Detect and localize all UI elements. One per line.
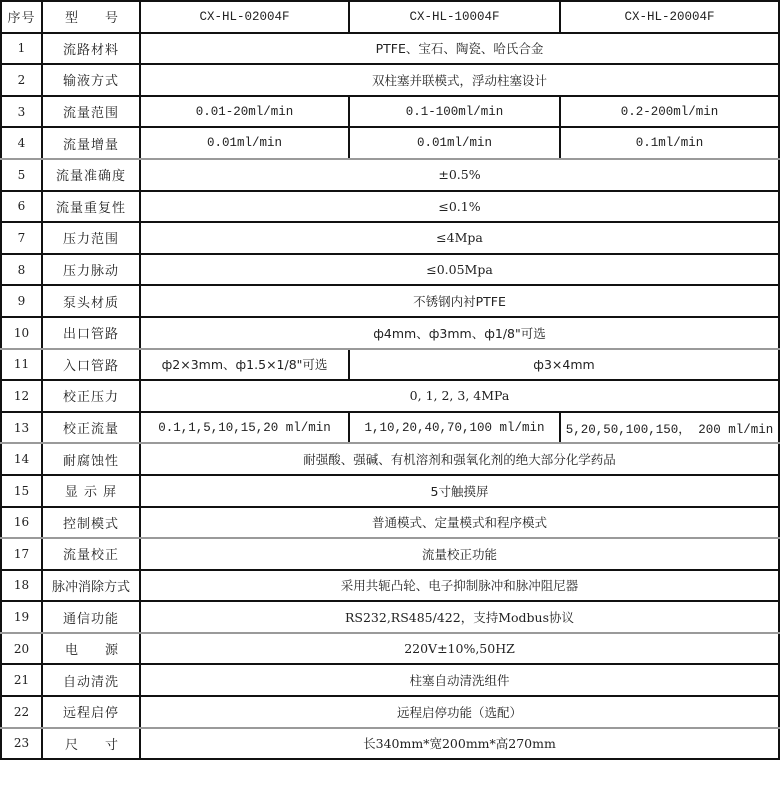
row-label-part: 电	[65, 643, 80, 659]
row-label: 耐腐蚀性	[42, 443, 140, 475]
row-number: 8	[1, 254, 42, 286]
table-row	[1, 696, 779, 728]
table-row	[1, 443, 779, 475]
row-number: 21	[1, 664, 42, 696]
row-value: 柱塞自动清洗组件	[140, 664, 779, 696]
row-label	[42, 633, 140, 665]
table-row	[1, 570, 779, 602]
row-value: ≤4Mpa	[140, 222, 779, 254]
row-label: 入口管路	[42, 349, 140, 381]
table-row	[1, 507, 779, 539]
row-number: 3	[1, 96, 42, 128]
row-label: 脉冲消除方式	[42, 570, 140, 602]
row-label: 流量准确度	[42, 159, 140, 191]
row-value-model-2: 0.1-100ml/min	[349, 96, 560, 128]
row-number: 5	[1, 159, 42, 191]
row-label: 压力范围	[42, 222, 140, 254]
row-value: 长340mm*宽200mm*高270mm	[140, 728, 779, 760]
table-row	[1, 317, 779, 349]
row-number: 22	[1, 696, 42, 728]
row-number: 13	[1, 412, 42, 444]
row-label-part: 寸	[104, 737, 119, 753]
row-value: 普通模式、定量模式和程序模式	[140, 507, 779, 539]
row-value: ≤0.05Mpa	[140, 254, 779, 286]
table-row	[1, 33, 779, 65]
row-value: 220V±10%,50HZ	[140, 633, 779, 665]
row-number: 16	[1, 507, 42, 539]
row-number: 6	[1, 191, 42, 223]
table-row	[1, 254, 779, 286]
row-label	[42, 728, 140, 760]
row-number: 14	[1, 443, 42, 475]
row-number: 23	[1, 728, 42, 760]
table-row	[1, 601, 779, 633]
row-value: ±0.5%	[140, 159, 779, 191]
row-label: 控制模式	[42, 507, 140, 539]
row-value: 双柱塞并联模式，浮动柱塞设计	[140, 64, 779, 96]
row-value-model-2: 0.01ml/min	[349, 127, 560, 159]
table-row	[1, 191, 779, 223]
row-value: ≤0.1%	[140, 191, 779, 223]
header-model-2: CX-HL-10004F	[349, 1, 560, 33]
header-model-label-part: 型	[65, 11, 80, 27]
table-row	[1, 159, 779, 191]
row-value: RS232,RS485/422，支持Modbus协议	[140, 601, 779, 633]
row-number: 17	[1, 538, 42, 570]
row-value: 耐强酸、强碱、有机溶剂和强氧化剂的绝大部分化学药品	[140, 443, 779, 475]
row-label: 流路材料	[42, 33, 140, 65]
row-value-model-1: 0.01ml/min	[140, 127, 349, 159]
table-row	[1, 412, 779, 444]
row-value-model-2: 1,10,20,40,70,100 ml/min	[349, 412, 560, 444]
row-number: 9	[1, 285, 42, 317]
row-number: 15	[1, 475, 42, 507]
row-value-model-1: 0.01-20ml/min	[140, 96, 349, 128]
row-value-model-3: 0.2-200ml/min	[560, 96, 779, 128]
row-value: 0, 1, 2, 3, 4MPa	[140, 380, 779, 412]
row-value: 远程启停功能（选配）	[140, 696, 779, 728]
table-row	[1, 475, 779, 507]
table-row	[1, 349, 779, 381]
table-row	[1, 664, 779, 696]
header-model-label-part: 号	[104, 11, 119, 27]
table-row	[1, 96, 779, 128]
row-label: 泵头材质	[42, 285, 140, 317]
row-number: 10	[1, 317, 42, 349]
row-number: 4	[1, 127, 42, 159]
row-number: 20	[1, 633, 42, 665]
row-label: 输液方式	[42, 64, 140, 96]
row-number: 18	[1, 570, 42, 602]
table-row	[1, 64, 779, 96]
header-row	[1, 1, 779, 33]
row-value-model-3: 0.1ml/min	[560, 127, 779, 159]
row-number: 2	[1, 64, 42, 96]
row-label: 显 示 屏	[42, 475, 140, 507]
row-label: 流量范围	[42, 96, 140, 128]
row-label: 压力脉动	[42, 254, 140, 286]
row-value: 不锈钢内衬PTFE	[140, 285, 779, 317]
row-number: 1	[1, 33, 42, 65]
row-label: 流量校正	[42, 538, 140, 570]
row-value-model-3: 5,20,50,100,150， 200 ml/min	[560, 412, 779, 444]
row-label: 校正流量	[42, 412, 140, 444]
row-value: 流量校正功能	[140, 538, 779, 570]
row-label: 出口管路	[42, 317, 140, 349]
table-row	[1, 222, 779, 254]
row-number: 11	[1, 349, 42, 381]
row-number: 12	[1, 380, 42, 412]
row-value: PTFE、宝石、陶瓷、哈氏合金	[140, 33, 779, 65]
table-row	[1, 127, 779, 159]
header-model-1: CX-HL-02004F	[140, 1, 349, 33]
header-index: 序号	[1, 1, 42, 33]
row-label: 流量增量	[42, 127, 140, 159]
header-model-label	[42, 1, 140, 33]
row-label-part: 源	[104, 643, 119, 659]
row-label: 远程启停	[42, 696, 140, 728]
row-label-part: 尺	[65, 737, 80, 753]
row-value: ф4mm、ф3mm、ф1/8"可选	[140, 317, 779, 349]
row-value-model-1: ф2×3mm、ф1.5×1/8"可选	[140, 349, 349, 381]
row-number: 7	[1, 222, 42, 254]
row-label: 校正压力	[42, 380, 140, 412]
table-row	[1, 633, 779, 665]
row-value: 采用共轭凸轮、电子抑制脉冲和脉冲阻尼器	[140, 570, 779, 602]
row-value: 5寸触摸屏	[140, 475, 779, 507]
table-row	[1, 380, 779, 412]
row-label: 自动清洗	[42, 664, 140, 696]
header-model-3: CX-HL-20004F	[560, 1, 779, 33]
row-value-model-2-3: ф3×4mm	[349, 349, 779, 381]
row-label: 通信功能	[42, 601, 140, 633]
row-label: 流量重复性	[42, 191, 140, 223]
row-value-model-1: 0.1,1,5,10,15,20 ml/min	[140, 412, 349, 444]
table-row	[1, 538, 779, 570]
table-row	[1, 285, 779, 317]
table-row	[1, 728, 779, 760]
row-number: 19	[1, 601, 42, 633]
